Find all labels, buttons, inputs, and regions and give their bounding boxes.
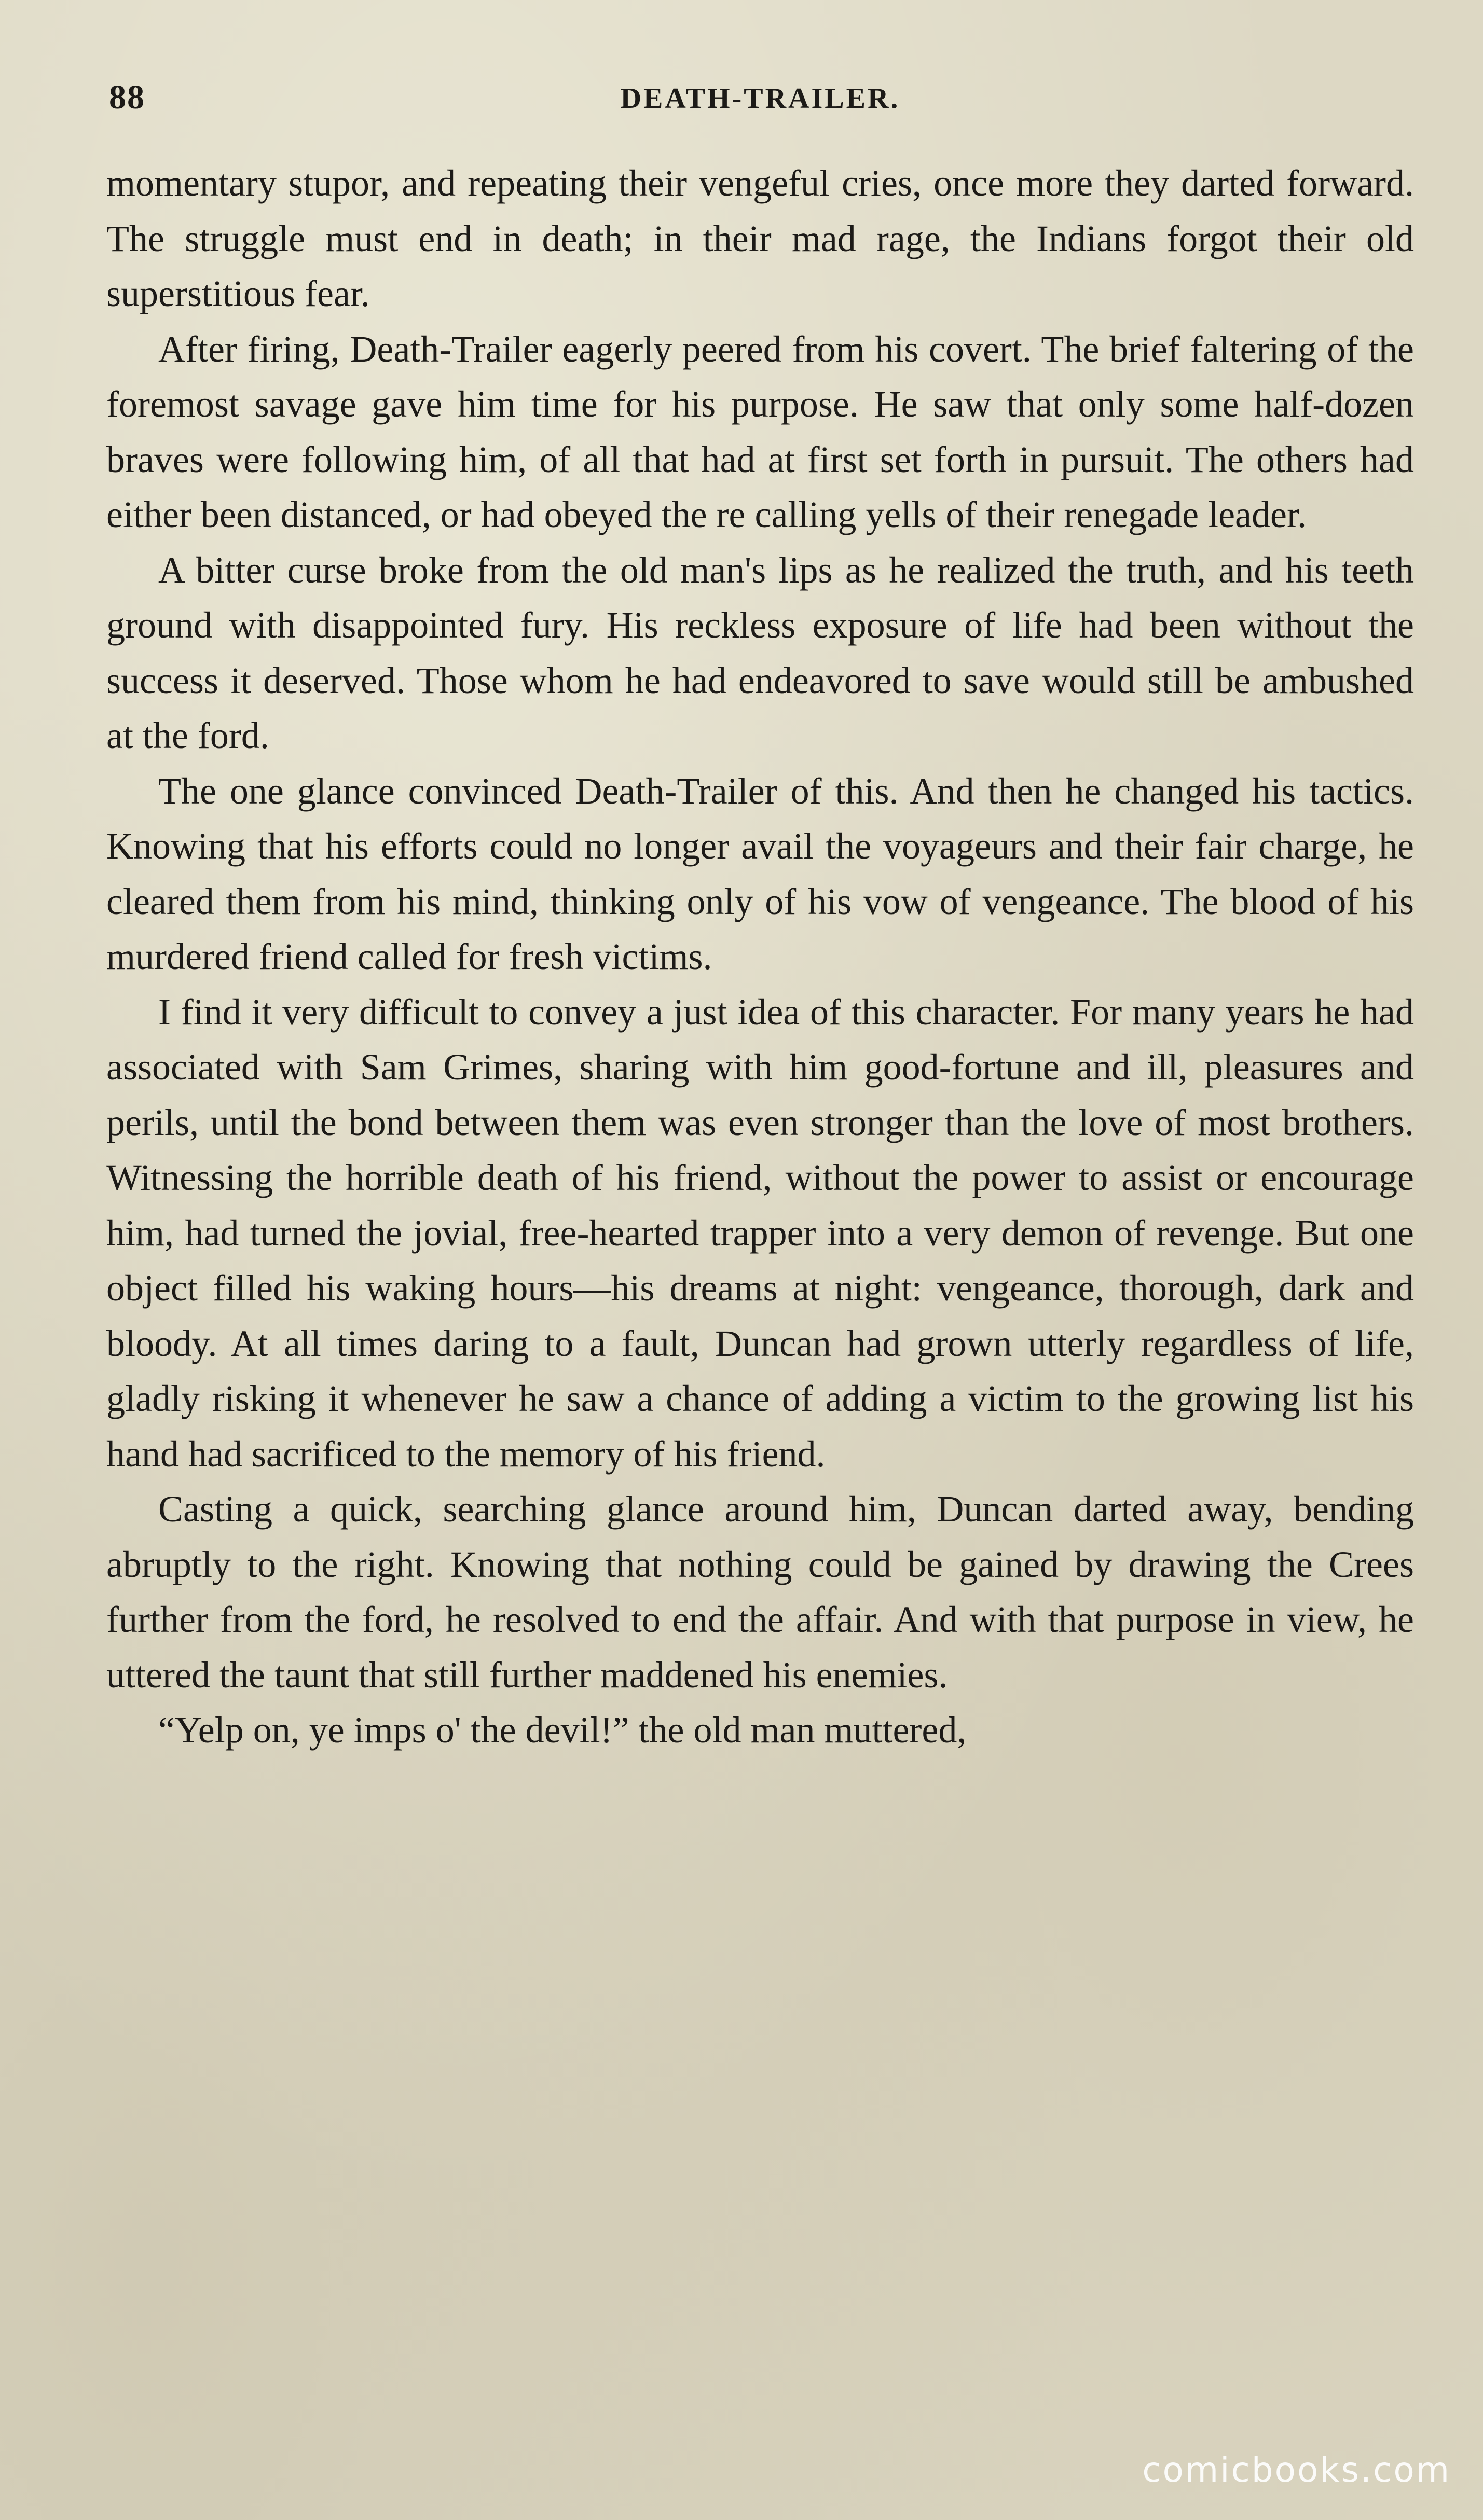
paragraph: A bitter curse broke from the old man's lips as he realized the truth, and his teeth ground with disappointed fury. His reckless exposure of life had been without the success it deserved. Those whom he had endeavored to save would still be ambushed at the ford.: [106, 549, 1414, 756]
paragraph: The one glance convinced Death-Trailer of this. And then he changed his tactics. Knowing that his efforts could no longer avail the voyageurs and their fair charge, he cleared them from his mind, thinking only of his vow of vengeance. The blood of his murdered friend called for fresh victims.: [106, 770, 1414, 977]
paragraph: I find it very difficult to convey a just idea of this character. For many years he had associated with Sam Grimes, sharing with him good-fortune and ill, pleasures and perils, until the bond between them was even stronger than the love of most brothers. Witnessing the horrible death of his friend, without the power to assist or encourage him, had turned the jovial, free-hearted trapper into a very demon of revenge. But one object filled his waking hours—his dreams at night: vengeance, thorough, dark and bloody. At all times daring to a fault, Duncan had grown utterly regardless of life, gladly risking it whenever he saw a chance of adding a victim to the growing list his hand had sacrificed to the memory of his friend.: [106, 991, 1414, 1475]
paragraph: “Yelp on, ye imps o' the devil!” the old man muttered,: [158, 1709, 967, 1751]
running-title: DEATH-TRAILER.: [620, 82, 900, 115]
watermark: comicbooks.com: [1142, 2450, 1451, 2490]
paragraph: Casting a quick, searching glance around him, Duncan darted away, bending abruptly to the right. Knowing that nothing could be gained by drawing the Crees further from the ford, he resolved to end the affair. And with that purpose in view, he uttered the taunt that still further maddened his enemies.: [106, 1488, 1414, 1696]
page-header: [106, 78, 1414, 140]
page-number: 88: [109, 78, 145, 116]
paragraph: After firing, Death-Trailer eagerly peered from his covert. The brief faltering of the foremost savage gave him time for his purpose. He saw that only some half-dozen braves were following him, of all that had at first set forth in pursuit. The others had either been distanced, or had obeyed the re calling yells of their renegade leader.: [106, 328, 1414, 535]
book-page: [106, 78, 1414, 2443]
body-text: [106, 156, 1414, 1758]
paragraph-continued: momentary stupor, and repeating their vengeful cries, once more they darted forward. The struggle must end in death; in their mad rage, the Indians forgot their old superstitious fear.: [106, 162, 1414, 314]
